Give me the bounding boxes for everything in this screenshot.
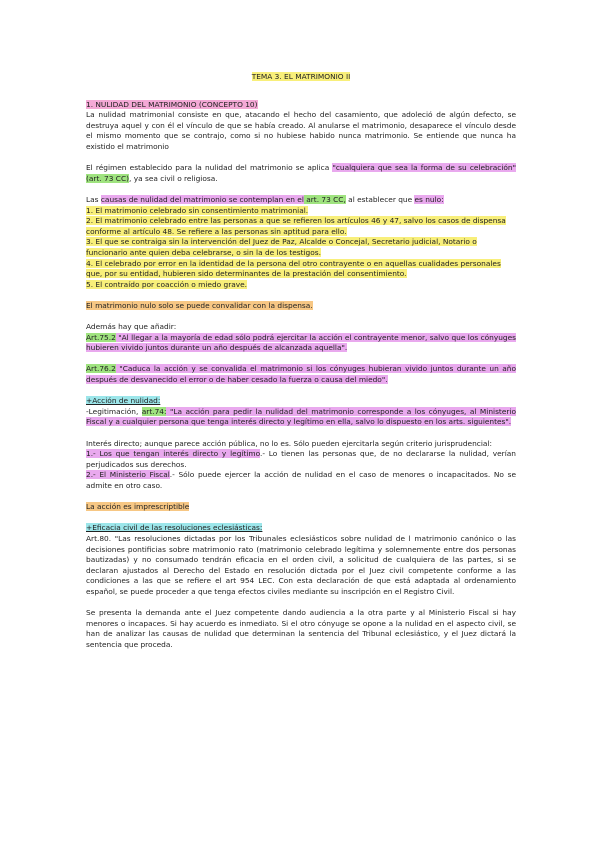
heading-accion-nulidad: +Acción de nulidad: — [86, 396, 161, 406]
paragraph-causes-intro: Las causas de nulidad del matrimonio se contemplan en el art. 73 CC, al establecer que es nulo: — [86, 194, 444, 204]
page-title: TEMA 3. EL MATRIMONIO II — [251, 72, 351, 81]
paragraph-regimen: El régimen establecido para la nulidad del matrimonio se aplica "cualquiera que sea la forma de su celebración" (art. 73 CC), ya sea civil o religiosa. — [86, 163, 517, 183]
paragraph-definition: La nulidad matrimonial consiste en que, atacando el hecho del casamiento, que adoleció de algún defecto, se destruya aquel y con él el vínculo de que se había creado. Al anularse el matrimonio, desaparece el vínculo desde el mismo momento que se contrajo, como si no hubiese habido nunca matrimonio. Se entiende que nunca ha existido el matrimonio — [86, 110, 516, 151]
paragraph-art80: Art.80. "Las resoluciones dictadas por los Tribunales eclesiásticos sobre nulidad de l matrimonio canónico o las decisiones pontificias sobre matrimonio rato (matrimonio celebrado legítima y solemnemente entre dos personas bautizadas) y no consumado tendrán eficacia en el orden civil, a solicitud de cualquiera de las partes, si se declaran ajustados al Derecho del Estado en resolución dictada por el Juez civil competente conforme a las condiciones a las que se refiere el art 954 LEC. Con esta declaración de que está adaptada al ordenamiento español, se puede proceder a que tenga efectos civiles mediante su inscripción en el Registro Civil. — [86, 533, 516, 596]
paragraph-imprescriptible: La acción es imprescriptible — [86, 502, 190, 512]
paragraph-convalidar: El matrimonio nulo solo se puede convalidar con la dispensa. — [86, 300, 313, 310]
cause-item: 1. El matrimonio celebrado sin consentimiento matrimonial. — [86, 205, 309, 215]
paragraph-art76: Art.76.2 "Caduca la acción y se convalida el matrimonio si los cónyuges hubieran vivido juntos durante un año después de desvanecido el error o de haber cesado la fuerza o causa del miedo". — [86, 364, 516, 385]
paragraph-legitimacion: -Legitimación, art.74: "La acción para pedir la nulidad del matrimonio corresponde a los cónyuges, al Ministerio Fiscal y a cualquier persona que tenga interés directo y legítimo en ella, salvo lo dispuesto en los arts. siguientes". — [86, 406, 516, 427]
paragraph-demanda: Se presenta la demanda ante el Juez competente dando audiencia a la otra parte y al Ministerio Fiscal si hay menores o incapaces. Si hay acuerdo es inmediato. Si el otro cónyuge se opone a la nulidad en el aspecto civil, se han de analizar las causas de nulidad que determinan la sentencia del Tribunal eclesiástico, y el Juez dictará la sentencia que proceda. — [86, 608, 516, 649]
paragraph-ademas: Además hay que añadir: — [86, 322, 177, 332]
heading-eficacia-civil: +Eficacia civil de las resoluciones eclesiásticas: — [86, 523, 263, 533]
section-heading-nulidad: 1. NULIDAD DEL MATRIMONIO (CONCEPTO 10) — [86, 99, 258, 109]
cause-item: 5. El contraído por coacción o miedo grave. — [86, 279, 248, 289]
cause-item: 3. El que se contraiga sin la intervención del Juez de Paz, Alcalde o Concejal, Secretario judicial, Notario o funcionario ante quien deba celebrarse, o sin la de los testigos. — [86, 237, 477, 257]
paragraph-art75: Art.75.2 "Al llegar a la mayoría de edad sólo podrá ejercitar la acción el contrayente menor, salvo que los cónyuges hubieren vivido juntos durante un año después de alcanzada aquella". — [86, 332, 516, 353]
document-page — [86, 72, 516, 650]
paragraph-interes-2: 2.- El Ministerio Fiscal.- Sólo puede ejercer la acción de nulidad en el caso de menores o incapacitados. No se admite en otro caso. — [86, 470, 516, 490]
paragraph-interes: Interés directo; aunque parece acción pública, no lo es. Sólo pueden ejercitarla según criterio jurisprudencial: — [86, 438, 492, 448]
paragraph-interes-1: 1.- Los que tengan interés directo y legítimo.- Lo tienen las personas que, de no declararse la nulidad, verían perjudicados sus derechos. — [86, 449, 516, 469]
cause-item: 2. El matrimonio celebrado entre las personas a que se refieren los artículos 46 y 47, salvo los casos de dispensa conforme al artículo 48. Se refiere a las personas sin aptitud para ello. — [86, 216, 506, 236]
cause-item: 4. El celebrado por error en la identidad de la persona del otro contrayente o en aquellas cualidades personales que, por su entidad, hubieren sido determinantes de la prestación del consentimiento. — [86, 258, 501, 279]
